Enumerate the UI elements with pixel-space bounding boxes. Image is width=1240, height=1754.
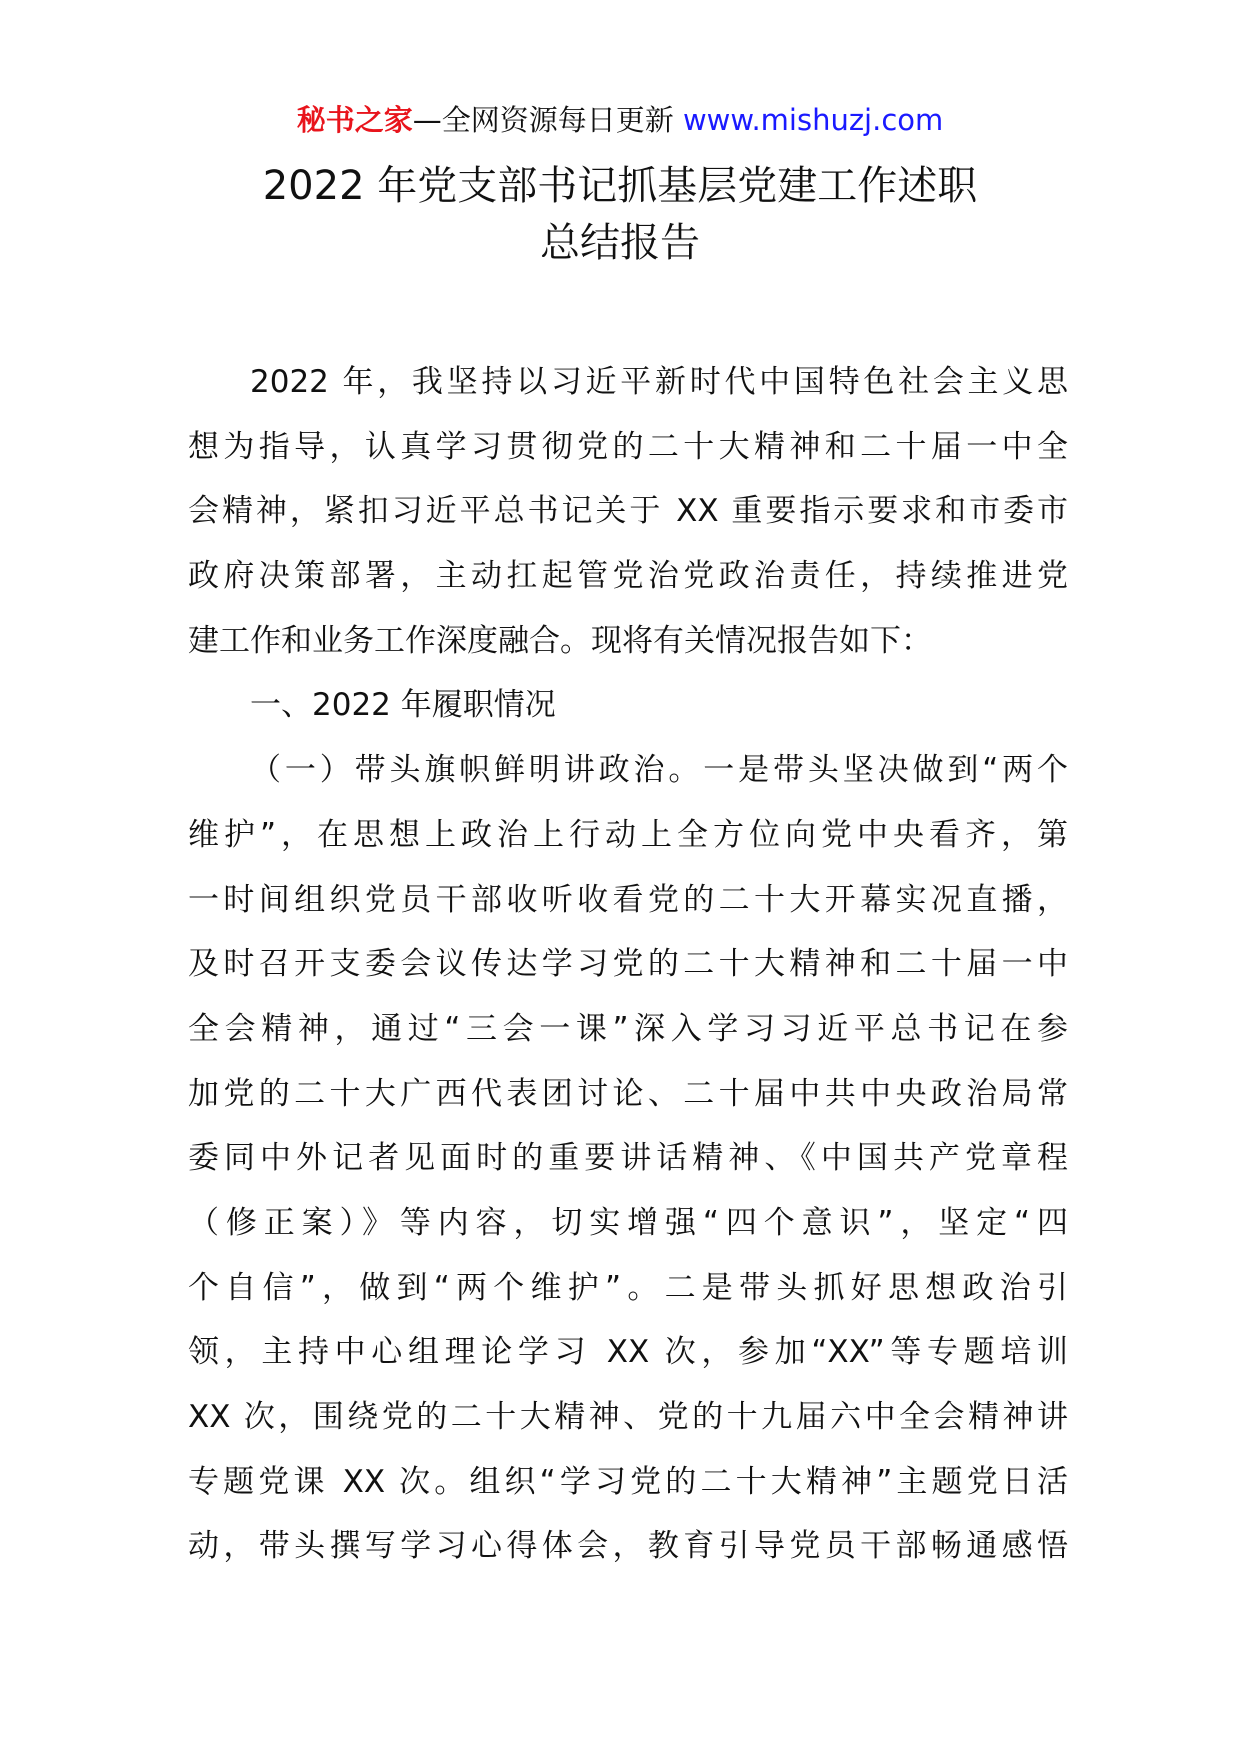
text-line: 领，主持中心组理论学习 XX 次，参加“XX”等专题培训 [188, 1334, 1068, 1371]
text-line: 想为指导，认真学习贯彻党的二十大精神和二十届一中全 [188, 428, 1068, 465]
paragraph-section-1-1 [188, 738, 1068, 1579]
text-line: 会精神，紧扣习近平总书记关于 XX 重要指示要求和市委市 [188, 493, 1068, 530]
text-line: 2022 年，我坚持以习近平新时代中国特色社会主义思 [250, 364, 1068, 400]
site-header [0, 100, 1240, 140]
document-body [188, 350, 1068, 1579]
text-line: 建工作和业务工作深度融合。现将有关情况报告如下： [188, 622, 932, 659]
paragraph-intro [188, 350, 1068, 673]
text-line: 维护”，在思想上政治上行动上全方位向党中央看齐，第 [188, 816, 1068, 853]
section-heading: 一、2022 年履职情况 [250, 687, 556, 724]
text-line: 动，带头撰写学习心得体会，教育引导党员干部畅通感悟 [188, 1528, 1068, 1565]
site-url-link[interactable]: www.mishuzj.com [682, 103, 944, 137]
text-line: 全会精神，通过“三会一课”深入学习习近平总书记在参 [188, 1010, 1068, 1047]
document-title [0, 158, 1240, 272]
text-line: 政府决策部署，主动扛起管党治党政治责任，持续推进党 [188, 558, 1068, 595]
brand-name: 秘书之家 [296, 103, 413, 137]
text-line: 个自信”，做到“两个维护”。二是带头抓好思想政治引 [188, 1269, 1068, 1306]
text-line: 专题党课 XX 次。组织“学习党的二十大精神”主题党日活 [188, 1463, 1068, 1500]
text-line: XX 次，围绕党的二十大精神、党的十九届六中全会精神讲 [188, 1399, 1068, 1435]
text-line: 委同中外记者见面时的重要讲话精神、《中国共产党章程 [188, 1140, 1068, 1177]
title-line-1: 2022 年党支部书记抓基层党建工作述职 [262, 163, 978, 209]
text-line: （修正案）》等内容，切实增强“四个意识”，坚定“四 [188, 1204, 1068, 1241]
header-tagline: —全网资源每日更新 [412, 103, 683, 137]
text-line: 及时召开支委会议传达学习党的二十大精神和二十届一中 [188, 946, 1068, 983]
text-line: 加党的二十大广西代表团讨论、二十届中共中央政治局常 [188, 1075, 1068, 1112]
text-line: （一）带头旗帜鲜明讲政治。一是带头坚决做到“两个 [250, 752, 1068, 789]
title-line-2: 总结报告 [540, 220, 700, 266]
text-line: 一时间组织党员干部收听收看党的二十大开幕实况直播， [188, 881, 1068, 918]
